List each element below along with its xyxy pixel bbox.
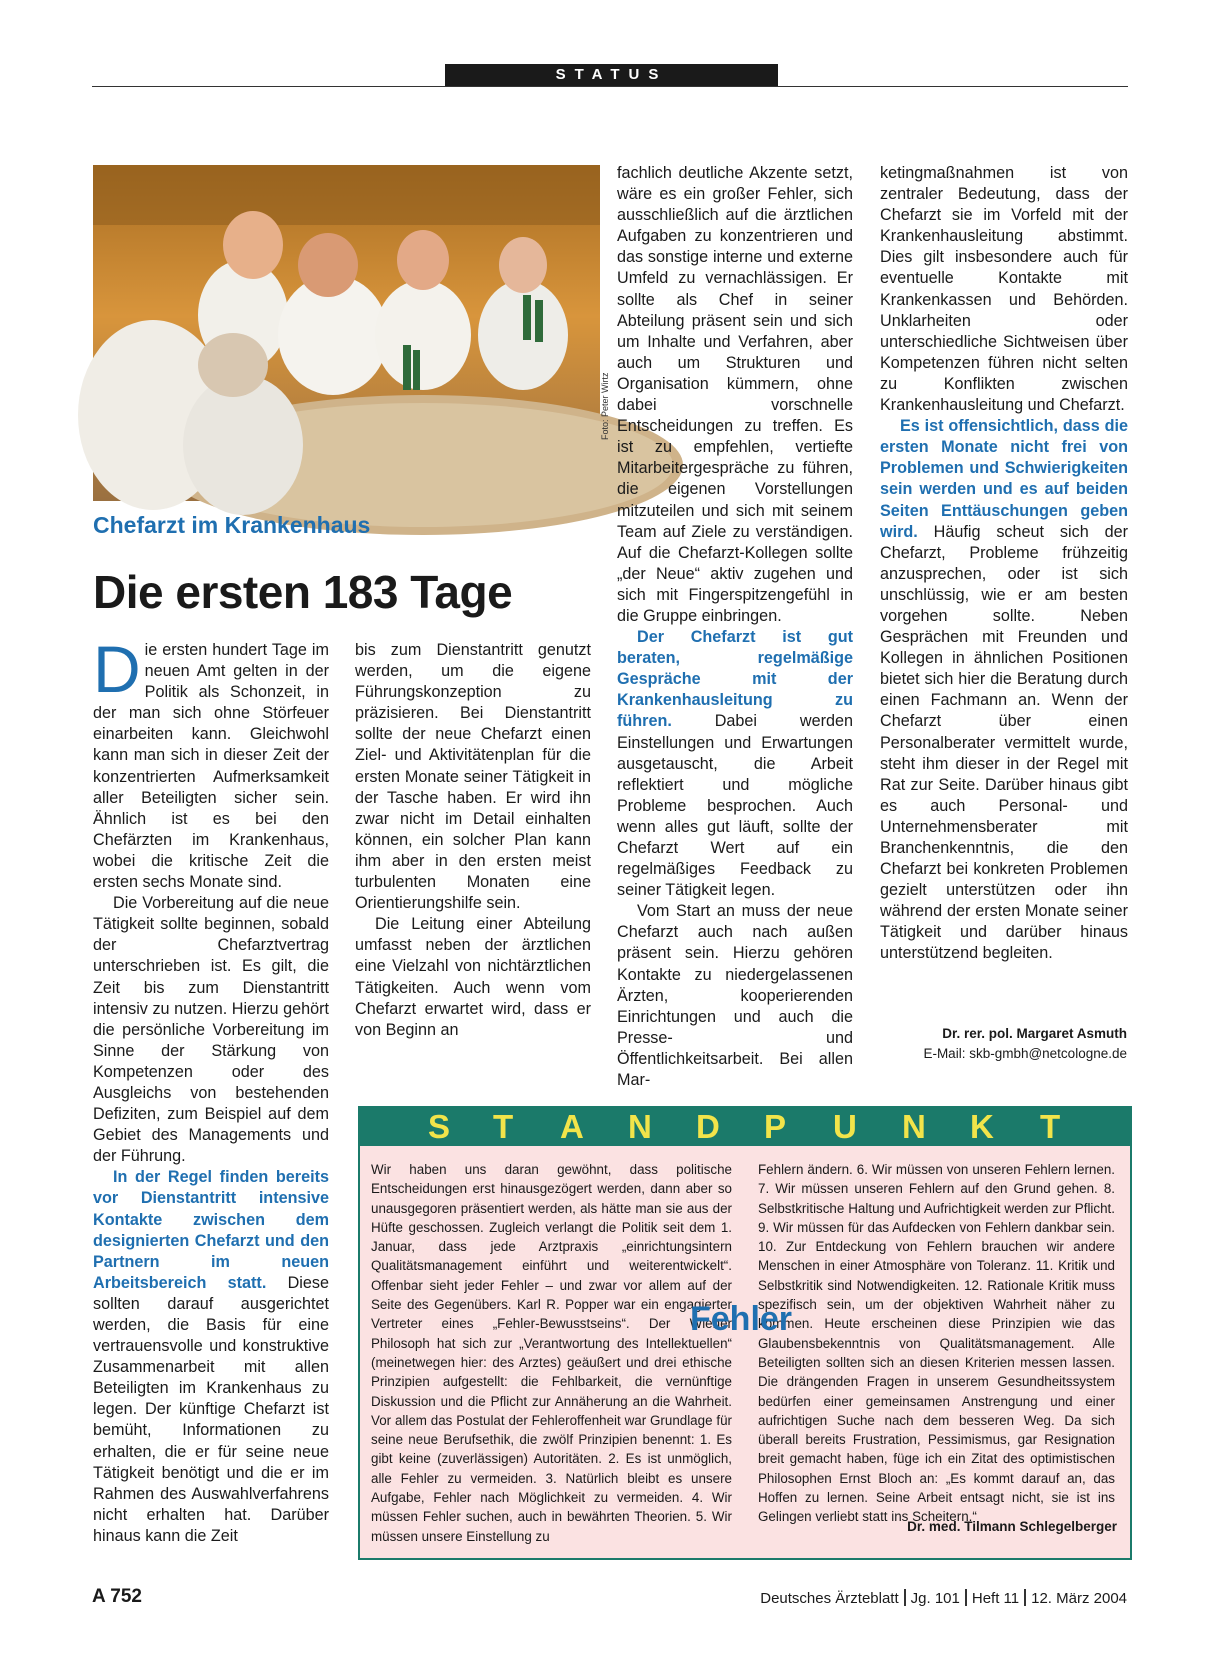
section-label: STATUS [445,64,778,86]
journal-issue: Heft 11 [971,1590,1020,1607]
paragraph: ie ersten hundert Tage im neuen Amt gelten in der Politik als Schonzeit, in der man sich ohne Störfeuer einarbeiten kann. Gleichwohl kann man sich in dieser Zeit der konzentrierten Aufmerksamkeit aller Beteiligten sicher sein. Ähnlich ist es bei den Chefärzten im Krankenhaus, wobei die kritische Zeit die ersten sechs Monate sind. [93,641,329,892]
separator [1024,1589,1026,1606]
title-letter: T [493,1108,514,1145]
title-letter: A [560,1108,584,1145]
paragraph: Häufig scheut sich der Chefarzt, Probleme frühzeitig anzusprechen, oder ist sich unschlüssig, wie er am besten vorgehen sollte. Neben Gesprächen mit Freunden und Kollegen in ähnlichen Positionen bietet sich hier die Beratung durch einen Fachmann an. Wenn der Chefarzt über einen Personalberater vermittelt wurde, steht ihm dieser in der Regel mit Rat zur Seite. Darüber hinaus gibt es auch Personal- und Unternehmensberater mit Branchenkenntnis, die den Chefarzt bei konkreten Problemen gezielt unterstützen oder ihn während der ersten Monate seiner Tätigkeit und darüber hinaus unterstützend begleiten. [880,522,1128,963]
article-title: Die ersten 183 Tage [93,566,513,618]
page-number: A 752 [92,1586,142,1607]
author-email: E-Mail: skb-gmbh@netcologne.de [923,1046,1127,1061]
paragraph: bis zum Dienstantritt genutzt werden, um die eigene Führungskonzeption zu präzisieren. Bei Dienstantritt sollte der neue Chefarzt einen Ziel- und Aktivitätenplan für die ersten Monate seiner Tätigkeit in der Tasche haben. Er wird ihn zwar nicht im Detail einhalten können, ein solcher Plan kann ihm aber in den ersten meist turbulenten Monaten eine Orientierungshilfe sein. [355,641,591,913]
paragraph: Fehlern ändern. 6. Wir müssen von unseren Fehlern lernen. 7. Wir müssen unseren Fehlern auf den Grund gehen. 8. Selbstkritische Haltung und Aufrichtigkeit werden zur Pflicht. 9. Wir müssen für das Aufdecken von Fehlern dankbar sein. 10. Zur Entdeckung von Fehlern brauchen wir andere Menschen in einer Atmosphäre von Toleranz. 11. Kritik und Selbstkritik sind Notwendigkeiten. 12. Rationale Kritik muss spezifisch sein, um der objektiven Wahrheit näher zu kommen. Heute erscheinen diese Prinzipien wie das Glaubensbekenntnis von Qualitätsmanagement. Alle Beteiligten sollten sich an diesen Kriterien messen lassen. Die drängenden Fragen in unserem Gesundheitssystem bedürfen einer gemeinsamen Anstrengung und einer aufrichtigen Suche nach dem besseren Weg. Da sich überall bereits Frustration, Pessimismus, gar Resignation breit gemacht haben, füge ich ein Zitat des optimistischen Philosophen Ernst Bloch an: „Es kommt darauf an, das Hoffen zu lernen. Seine Arbeit entsagt nicht, sie ist ins Gelingen verliebt statt ins Scheitern.“ [758,1162,1115,1525]
photo-credit: Foto: Peter Wirtz [600,372,610,440]
paragraph: fachlich deutliche Akzente setzt, wäre es ein großer Fehler, sich ausschließlich auf die ärztlichen Aufgaben zu konzentrieren und das sonstige interne und externe Umfeld zu vernachlässigen. Er sollte als Chef in seiner Abteilung präsent sein und sich um Inhalte und Verfahren, aber auch um Strukturen und Organisation kümmern, ohne dabei vorschnelle Entscheidungen zu treffen. Es ist zu empfehlen, vertiefte Mitarbeitergespräche zu führen, die eigenen Vorstellungen mitzuteilen und sich mit seinem Team auf Ziele zu verständigen. Auf die Chefarzt-Kollegen sollte „der Neue“ aktiv zugehen und sich mit Fingerspitzengefühl in die Gruppe einbringen. [617,164,853,625]
article-column-1 [93,632,330,1547]
standpunkt-column-right [758,1160,1115,1525]
title-letter: P [764,1108,787,1145]
paragraph: Die Leitung einer Abteilung umfasst neben der ärztlichen eine Vielzahl von nichtärztlichen Tätigkeiten. Auch wenn vom Chefarzt erwartet wird, dass er von Beginn an [355,915,591,1039]
article-column-3 [617,163,853,1091]
journal-volume: Jg. 101 [910,1590,960,1607]
standpunkt-author: Dr. med. Tilmann Schlegelberger [907,1519,1117,1534]
title-letter: U [833,1108,857,1145]
title-letter: T [1040,1108,1061,1145]
header-rule [92,86,1128,87]
standpunkt-column-left [371,1160,732,1544]
title-letter: K [970,1108,994,1145]
title-letter: S [428,1108,451,1145]
journal-date: 12. März 2004 [1031,1590,1127,1607]
meeting-photo-illustration [93,165,600,501]
article-column-4 [880,163,1128,965]
drop-cap: D [93,632,141,706]
separator [965,1589,967,1606]
paragraph: Wir haben uns daran gewöhnt, dass politische Entscheidungen erst hinausgezögert werden, dann aber so unausgegoren präsentiert werden, als hätte man sie aus der Hüfte geschossen. Zugleich verlangt die Politik seit dem 1. Januar, dass jede Arztpraxis „einrichtungsintern Qualitätsmanagement einführt und weiterentwickelt“. Offenbar sieht jeder Fehler – und zwar vor allem auf der Seite des Gegenübers. Karl R. Popper war ein engagierter Vertreter eines „Fehler-Bewusstseins“. Der Wiener Philosoph hat sich zur „Verantwortung des Intellektuellen“ (meinetwegen hier: des Arztes) geäußert und drei ethische Prinzipien aufgestellt: die Fehlbarkeit, die vernünftige Diskussion und die Pflicht zur Annäherung an die Wahrheit. Vor allem das Postulat der Fehleroffenheit war Grundlage für seine neue Berufsethik, die zwölf Prinzipien benennt: 1. Es gibt keine (zuverlässigen) Autoritäten. 2. Es ist unmöglich, alle Fehler zu vermeiden. 3. Natürlich bleibt es unsere Aufgabe, Fehler nach Möglichkeit zu vermeiden. 4. Wir müssen Fehler suchen, auch in bewährten Theorien. 5. Wir müssen unsere Einstellung zu [371,1162,732,1544]
article-kicker: Chefarzt im Krankenhaus [93,512,371,538]
highlight-text: Der Chefarzt ist gut beraten, regelmäßige Gespräche mit der Krankenhausleitung zu führen. [617,628,853,731]
article-column-2 [355,640,591,1041]
journal-info [760,1589,1127,1607]
article-author: Dr. rer. pol. Margaret Asmuth [942,1026,1127,1041]
paragraph: Dabei werden Einstellungen und Erwartungen ausgetauscht, die Arbeit reflektiert und mögliche Probleme besprochen. Auch wenn alles gut läuft, sollte der Chefarzt Wert auf ein regelmäßiges Feedback zu seiner Tätigkeit legen. [617,712,853,900]
paragraph: Die Vorbereitung auf die neue Tätigkeit sollte beginnen, sobald der Chefarztvertrag unterschrieben ist. Es gilt, die Zeit bis zum Dienstantritt intensiv zu nutzen. Hierzu gehört die persönliche Vorbereitung im Sinne der Stärkung von Kompetenzen oder des Ausgleichs von bestehenden Defiziten, zum Beispiel auf dem Gebiet des Managements und der Führung. [93,894,329,1166]
meeting-photo [93,165,600,501]
highlight-text: Es ist offensichtlich, dass die ersten Monate nicht frei von Problemen und Schwierigkeiten sein werden und es auf beiden Seiten Enttäuschungen geben wird. [880,417,1128,541]
paragraph: Vom Start an muss der neue Chefarzt auch nach außen präsent sein. Hierzu gehören Kontakte zu niedergelassenen Ärzten, kooperierenden Einrichtungen und auch die Presse- und Öffentlichkeitsarbeit. Bei allen Mar- [617,902,853,1090]
title-letter: D [696,1108,720,1145]
paragraph: Diese sollten darauf ausgerichtet werden, die Basis für eine vertrauensvolle und konstruktive Zusammenarbeit mit allen Beteiligten im Krankenhaus zu legen. Der künftige Chefarzt ist bemüht, Informationen zu erhalten, die er für seine neue Tätigkeit benötigt und die er im Rahmen des Auswahlverfahrens nicht erhalten hat. Darüber hinaus kann die Zeit [93,1273,330,1545]
separator [904,1589,906,1606]
title-letter: N [902,1108,926,1145]
journal-name: Deutsches Ärzteblatt [760,1590,899,1607]
title-letter: N [628,1108,652,1145]
standpunkt-heading: Fehler [690,1300,793,1338]
highlight-text: In der Regel finden bereits vor Dienstantritt intensive Kontakte zwischen dem designierten Chefarzt und den Partnern im neuen Arbeitsbereich statt. [93,1168,329,1292]
paragraph: ketingmaßnahmen ist von zentraler Bedeutung, dass der Chefarzt sie im Vorfeld mit der Krankenhausleitung abstimmt. Dies gilt insbesondere auch für eventuelle Kontakte mit Krankenkassen und Behörden. Unklarheiten oder unterschiedliche Sichtweisen über Kompetenzen führen nicht selten zu Konflikten zwischen Krankenhausleitung und Chefarzt. [880,164,1128,415]
standpunkt-title [360,1108,1130,1146]
